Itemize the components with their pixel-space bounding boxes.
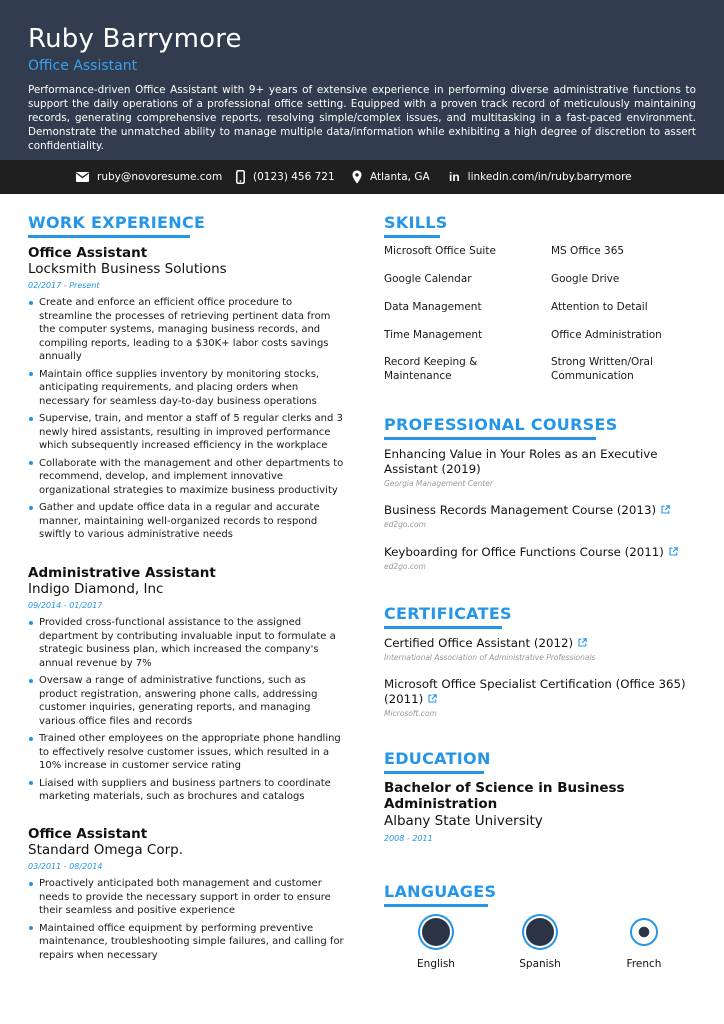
job-title: Office Assistant [28,245,148,261]
summary-text: Performance-driven Office Assistant with 9+ years of extensive experience in performing diverse administrative functions to support the daily operations of a professional office setting. Equipped with a proven track record of meticulously maintaining records, generating comprehensive reports, resolving simple/complex issues, and multitasking in a fast-paced environment. Demonstrate the unmatched ability to manage multiple data/information while exhibiting a high degree of discretion to assert confidentiality. [28,84,696,152]
language-level-indicator [526,918,554,946]
contact-phone-text: (0123) 456 721 [253,171,335,183]
course-provider: ed2go.com [384,562,426,571]
skill-item: Attention to Detail [551,301,648,313]
job-company: Indigo Diamond, Inc [28,581,164,597]
contact-phone[interactable] [236,160,335,194]
languages-heading: LANGUAGES [384,882,497,901]
map-pin-icon [352,170,362,184]
language-name: Spanish [519,958,561,970]
course-title: Keyboarding for Office Functions Course (2011) [384,545,664,559]
skills-underline [384,235,440,238]
job-entry [28,245,344,546]
courses-underline [384,437,596,440]
job-entry [28,826,344,966]
skills-heading: SKILLS [384,213,448,232]
course-entry [384,447,700,490]
certificate-issuer: International Association of Administrative Professionals [384,653,596,662]
skill-item: Data Management [384,301,482,313]
course-entry [384,503,700,531]
resume-header [0,0,724,160]
certificate-title: Certified Office Assistant (2012) [384,636,574,650]
languages-underline [384,904,488,907]
skill-item: Strong Written/Oral Communication [551,356,653,382]
certificate-title-row [384,677,700,707]
job-bullet: Trained other employees on the appropriate phone handling to effectively resolve customer issues, which resulted in a 10% increase in customer service rating [28,732,344,773]
certificates-heading: CERTIFICATES [384,604,512,623]
language-item [604,918,684,970]
external-link-icon[interactable] [661,503,670,518]
course-provider: Georgia Management Center [384,479,493,488]
phone-icon [236,170,245,184]
skill-item: MS Office 365 [551,245,625,257]
job-bullet: Oversaw a range of administrative functions, such as product registration, answering phone calls, addressing customer inquiries, generating reports, and managing various office files and records [28,674,344,728]
education-school: Albany State University [384,813,543,829]
job-bullets [28,616,344,804]
language-item [396,918,476,970]
skill-item: Google Drive [551,273,620,285]
job-dates: 03/2011 - 08/2014 [28,862,103,871]
contact-linkedin-text: linkedin.com/in/ruby.barrymore [467,171,632,183]
job-company: Locksmith Business Solutions [28,261,227,277]
linkedin-icon: in [449,170,460,184]
contact-location [352,160,430,194]
job-bullet: Supervise, train, and mentor a staff of 5 regular clerks and 3 newly hired assistants, resulting in improved performance which subsequently increased efficiency in the workplace [28,412,344,453]
job-title: Administrative Assistant [28,565,216,581]
contact-location-text: Atlanta, GA [370,171,430,183]
education-underline [384,771,484,774]
job-bullet: Provided cross-functional assistance to the assigned department by contributing invaluable input to formulate a strategic business plan, which increased the company's annual revenue by 7% [28,616,344,670]
certificate-title: Microsoft Office Specialist Certification (Office 365) (2011) [384,677,686,706]
job-bullet: Gather and update office data in a regular and accurate manner, maintaining well-organized records to respond swiftly to various administrative needs [28,501,344,542]
language-level-indicator [422,918,450,946]
language-name: English [417,958,455,970]
contact-email[interactable] [76,160,222,194]
skill-item: Record Keeping & Maintenance [384,356,478,382]
education-degree: Bachelor of Science in Business Administration [384,780,625,812]
job-entry [28,565,344,808]
education-dates: 2008 - 2011 [384,834,433,843]
job-title: Office Assistant [28,826,148,842]
course-entry [384,545,700,573]
external-link-icon[interactable] [578,636,587,651]
course-title-row [384,545,700,560]
certificate-entry [384,636,700,664]
candidate-role: Office Assistant [28,58,138,74]
skill-item: Microsoft Office Suite [384,245,496,257]
course-title: Enhancing Value in Your Roles as an Executive Assistant (2019) [384,447,658,476]
job-company: Standard Omega Corp. [28,842,184,858]
certificate-issuer: Microsoft.com [384,709,437,718]
work-experience-heading: WORK EXPERIENCE [28,213,206,232]
job-bullet: Liaised with suppliers and business partners to coordinate marketing materials, such as brochures and catalogs [28,777,344,804]
job-dates: 09/2014 - 01/2017 [28,601,103,610]
job-bullet: Collaborate with the management and other departments to recommend, develop, and implement innovative organizational strategies to maximize business productivity [28,457,344,498]
skill-item: Office Administration [551,329,662,341]
language-item [500,918,580,970]
course-title-row [384,503,700,518]
job-bullet: Maintain office supplies inventory by monitoring stocks, anticipating requirements, and placing orders when necessary for seamless day-to-day business operations [28,368,344,409]
job-bullet: Maintained office equipment by performing preventive maintenance, troubleshooting simple failures, and calling for repairs when necessary [28,922,344,963]
job-bullets [28,877,344,962]
candidate-name: Ruby Barrymore [28,24,242,54]
contact-email-text: ruby@novoresume.com [97,171,223,183]
skill-item: Time Management [384,329,483,341]
certificate-entry [384,677,700,720]
language-name: French [626,958,662,970]
courses-heading: PROFESSIONAL COURSES [384,415,618,434]
skill-item: Google Calendar [384,273,472,285]
contact-bar [0,160,724,194]
work-experience-underline [28,235,190,238]
certificate-title-row [384,636,700,651]
job-bullet: Create and enforce an efficient office procedure to streamline the processes of retrieving pertinent data from the computer systems, managing business records, and compiling reports, leading to a $30K+ labor costs savings annually [28,296,344,364]
external-link-icon[interactable] [669,545,678,560]
envelope-icon [76,172,89,182]
course-provider: ed2go.com [384,520,426,529]
job-bullet: Proactively anticipated both management and customer needs to provide the necessary support in order to ensure their seamless and positive experience [28,877,344,918]
contact-linkedin[interactable] [449,160,632,194]
external-link-icon[interactable] [428,692,437,707]
job-dates: 02/2017 - Present [28,281,100,290]
job-bullets [28,296,344,542]
course-title: Business Records Management Course (2013) [384,503,657,517]
language-level-indicator [630,918,658,946]
education-heading: EDUCATION [384,749,491,768]
certificates-underline [384,626,502,629]
